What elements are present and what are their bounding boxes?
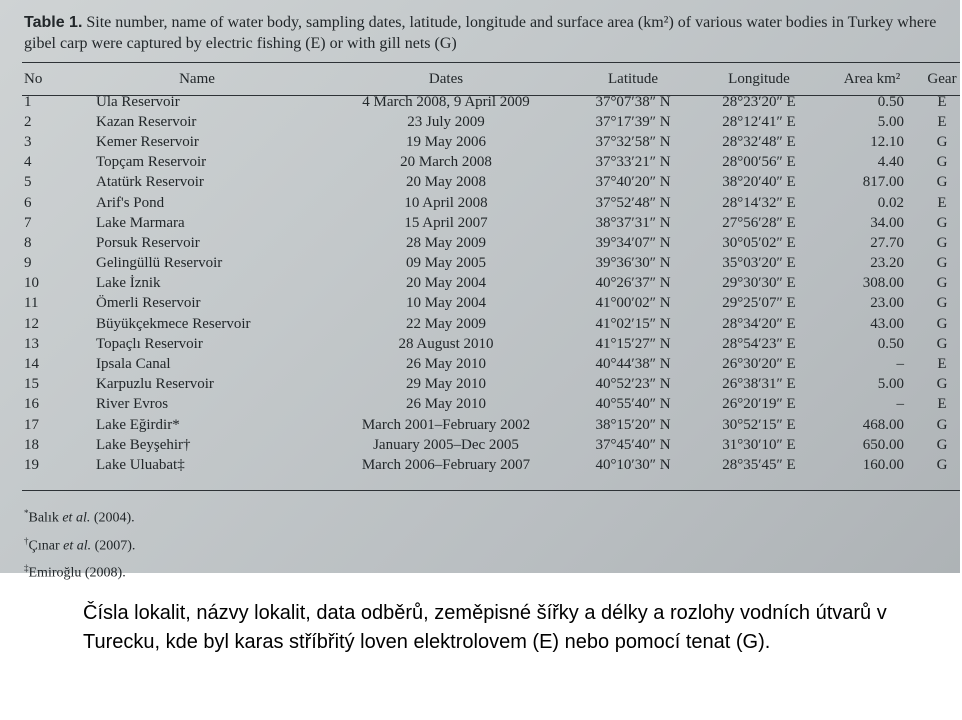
cell-latitude: 37°52′48″ N bbox=[595, 194, 671, 211]
cell-area: 23.00 bbox=[870, 295, 904, 312]
cell-area: 160.00 bbox=[862, 456, 904, 473]
table-row bbox=[22, 153, 962, 173]
cell-latitude: 40°26′37″ N bbox=[595, 275, 671, 292]
table-row bbox=[22, 415, 962, 435]
cell-no: 17 bbox=[24, 416, 39, 433]
cell-longitude: 28°35′45″ E bbox=[722, 456, 796, 473]
bottom-rule bbox=[22, 490, 960, 491]
cell-gear: G bbox=[936, 174, 948, 191]
cell-longitude: 26°20′19″ E bbox=[722, 396, 796, 413]
cell-no: 16 bbox=[24, 396, 39, 413]
cell-area: 5.00 bbox=[877, 113, 904, 130]
cell-dates: 28 August 2010 bbox=[398, 335, 494, 352]
cell-gear: E bbox=[937, 194, 947, 211]
cell-no: 2 bbox=[24, 113, 32, 130]
cell-latitude: 37°32′58″ N bbox=[595, 133, 671, 150]
table-row bbox=[22, 112, 962, 132]
footnote-3 bbox=[24, 557, 135, 585]
cell-area: 0.02 bbox=[877, 194, 904, 211]
cell-name: Kazan Reservoir bbox=[96, 113, 197, 130]
cell-name: Ipsala Canal bbox=[96, 356, 171, 373]
cell-longitude: 28°34′20″ E bbox=[722, 315, 796, 332]
cell-latitude: 38°15′20″ N bbox=[595, 416, 671, 433]
cell-area: 468.00 bbox=[862, 416, 904, 433]
cell-area: 34.00 bbox=[870, 214, 904, 231]
footnote-mark: * bbox=[24, 508, 29, 518]
cell-latitude: 40°55′40″ N bbox=[595, 396, 671, 413]
cell-latitude: 37°40′20″ N bbox=[595, 174, 671, 191]
cell-gear: G bbox=[936, 214, 948, 231]
table-row bbox=[22, 213, 962, 233]
cell-no: 19 bbox=[24, 456, 39, 473]
cell-area: 5.00 bbox=[877, 376, 904, 393]
footnote-mark: ‡ bbox=[24, 563, 29, 574]
cell-dates: 26 May 2010 bbox=[406, 396, 486, 413]
footnote-2 bbox=[24, 530, 135, 558]
cell-area: 308.00 bbox=[862, 275, 904, 292]
cell-no: 4 bbox=[24, 154, 32, 171]
footnote-author: Çınar bbox=[28, 538, 64, 554]
table-row bbox=[22, 193, 962, 213]
table-row bbox=[22, 354, 962, 374]
cell-area: – bbox=[896, 356, 904, 373]
cell-no: 1 bbox=[24, 93, 32, 110]
cell-longitude: 35°03′20″ E bbox=[722, 255, 796, 272]
cell-longitude: 38°20′40″ E bbox=[722, 174, 796, 191]
cell-name: Topçam Reservoir bbox=[96, 154, 207, 171]
cell-dates: 20 March 2008 bbox=[400, 154, 492, 171]
cell-gear: G bbox=[936, 456, 948, 473]
cell-dates: March 2001–February 2002 bbox=[361, 416, 531, 433]
cell-gear: E bbox=[937, 113, 947, 130]
cell-gear: E bbox=[937, 396, 947, 413]
cell-longitude: 27°56′28″ E bbox=[722, 214, 796, 231]
cell-area: 23.20 bbox=[870, 255, 904, 272]
cell-name: Gelingüllü Reservoir bbox=[96, 255, 223, 272]
czech-caption: Čísla lokalit, názvy lokalit, data odběrů, zeměpisné šířky a délky a rozlohy vodních útvarů v Turecku, kde byl karas stříbřitý loven elektrolovem (E) nebo pomocí tenat (G). bbox=[83, 602, 887, 653]
top-rule bbox=[22, 62, 960, 63]
cell-longitude: 28°32′48″ E bbox=[722, 133, 796, 150]
cell-name: Lake Eğirdir* bbox=[96, 416, 180, 433]
cell-name: Ömerli Reservoir bbox=[96, 295, 201, 312]
cell-gear: G bbox=[936, 315, 948, 332]
cell-dates: 23 July 2009 bbox=[407, 113, 485, 130]
header-longitude: Longitude bbox=[728, 70, 790, 87]
cell-name: Topaçlı Reservoir bbox=[96, 335, 203, 352]
cell-longitude: 28°00′56″ E bbox=[722, 154, 796, 171]
cell-no: 3 bbox=[24, 133, 32, 150]
cell-gear: G bbox=[936, 376, 948, 393]
cell-dates: 10 May 2004 bbox=[406, 295, 486, 312]
cell-dates: 19 May 2006 bbox=[406, 133, 486, 150]
cell-longitude: 30°52′15″ E bbox=[722, 416, 796, 433]
cell-no: 11 bbox=[24, 295, 39, 312]
cell-gear: G bbox=[936, 436, 948, 453]
table-header-row bbox=[22, 66, 962, 92]
cell-area: 817.00 bbox=[862, 174, 904, 191]
table-row bbox=[22, 132, 962, 152]
cell-latitude: 41°15′27″ N bbox=[595, 335, 671, 352]
table-row bbox=[22, 173, 962, 193]
cell-no: 7 bbox=[24, 214, 32, 231]
cell-longitude: 26°38′31″ E bbox=[722, 376, 796, 393]
cell-longitude: 31°30′10″ E bbox=[722, 436, 796, 453]
table-row bbox=[22, 92, 962, 112]
cell-dates: 26 May 2010 bbox=[406, 356, 486, 373]
cell-longitude: 28°23′20″ E bbox=[722, 93, 796, 110]
table-label: Table 1. bbox=[24, 14, 83, 31]
cell-longitude: 29°25′07″ E bbox=[722, 295, 796, 312]
cell-longitude: 28°14′32″ E bbox=[722, 194, 796, 211]
cell-name: Lake Beyşehir† bbox=[96, 436, 191, 453]
header-dates: Dates bbox=[428, 70, 464, 87]
cell-name: Karpuzlu Reservoir bbox=[96, 376, 214, 393]
cell-area: 27.70 bbox=[870, 234, 904, 251]
cell-dates: 09 May 2005 bbox=[406, 255, 486, 272]
cell-latitude: 37°45′40″ N bbox=[595, 436, 671, 453]
cell-dates: 10 April 2008 bbox=[404, 194, 488, 211]
cell-no: 12 bbox=[24, 315, 39, 332]
cell-no: 9 bbox=[24, 255, 32, 272]
cell-longitude: 28°12′41″ E bbox=[722, 113, 796, 130]
cell-gear: G bbox=[936, 335, 948, 352]
footnote-author: Balık bbox=[28, 510, 63, 526]
cell-gear: G bbox=[936, 133, 948, 150]
table-caption bbox=[24, 12, 954, 54]
cell-no: 13 bbox=[24, 335, 39, 352]
cell-latitude: 38°37′31″ N bbox=[595, 214, 671, 231]
cell-dates: 20 May 2008 bbox=[406, 174, 486, 191]
cell-gear: E bbox=[937, 356, 947, 373]
table-row bbox=[22, 294, 962, 314]
cell-gear: G bbox=[936, 275, 948, 292]
cell-latitude: 37°33′21″ N bbox=[595, 154, 671, 171]
cell-name: Büyükçekmece Reservoir bbox=[96, 315, 251, 332]
cell-area: 4.40 bbox=[877, 154, 904, 171]
cell-area: 650.00 bbox=[862, 436, 904, 453]
cell-no: 15 bbox=[24, 376, 39, 393]
cell-name: Arif's Pond bbox=[96, 194, 165, 211]
table-row bbox=[22, 274, 962, 294]
table-row bbox=[22, 233, 962, 253]
cell-gear: G bbox=[936, 255, 948, 272]
sites-table bbox=[22, 66, 962, 476]
cell-longitude: 30°05′02″ E bbox=[722, 234, 796, 251]
cell-latitude: 37°07′38″ N bbox=[595, 93, 671, 110]
cell-latitude: 39°34′07″ N bbox=[595, 234, 671, 251]
footnote-etal: et al. bbox=[63, 538, 92, 554]
cell-area: 0.50 bbox=[877, 335, 904, 352]
table-row bbox=[22, 314, 962, 334]
cell-no: 18 bbox=[24, 436, 39, 453]
cell-gear: G bbox=[936, 416, 948, 433]
cell-dates: 20 May 2004 bbox=[406, 275, 486, 292]
cell-area: – bbox=[896, 396, 904, 413]
cell-name: Porsuk Reservoir bbox=[96, 234, 200, 251]
cell-area: 0.50 bbox=[877, 93, 904, 110]
cell-name: Lake Uluabat‡ bbox=[96, 456, 185, 473]
cell-longitude: 28°54′23″ E bbox=[722, 335, 796, 352]
cell-longitude: 29°30′30″ E bbox=[722, 275, 796, 292]
footnote-etal: et al. bbox=[62, 510, 91, 526]
header-latitude: Latitude bbox=[608, 70, 658, 87]
cell-dates: 15 April 2007 bbox=[404, 214, 488, 231]
cell-latitude: 37°17′39″ N bbox=[595, 113, 671, 130]
footnote-year: (2008). bbox=[81, 565, 126, 581]
cell-name: Ula Reservoir bbox=[96, 93, 180, 110]
footnote-mark: † bbox=[24, 535, 29, 546]
header-gear: Gear bbox=[927, 70, 957, 87]
cell-no: 14 bbox=[24, 356, 39, 373]
cell-no: 5 bbox=[24, 174, 32, 191]
cell-latitude: 41°00′02″ N bbox=[595, 295, 671, 312]
cell-dates: March 2006–February 2007 bbox=[361, 456, 531, 473]
cell-dates: 29 May 2010 bbox=[406, 376, 486, 393]
footnote-year: (2004). bbox=[90, 510, 135, 526]
cell-gear: G bbox=[936, 234, 948, 251]
cell-latitude: 39°36′30″ N bbox=[595, 255, 671, 272]
footnotes bbox=[24, 502, 135, 585]
table-row bbox=[22, 455, 962, 475]
cell-area: 12.10 bbox=[870, 133, 904, 150]
table-row bbox=[22, 395, 962, 415]
header-name: Name bbox=[179, 70, 215, 87]
cell-name: River Evros bbox=[96, 396, 169, 413]
cell-name: Atatürk Reservoir bbox=[96, 174, 204, 191]
cell-name: Kemer Reservoir bbox=[96, 133, 199, 150]
header-no: No bbox=[24, 70, 43, 87]
cell-gear: G bbox=[936, 295, 948, 312]
cell-no: 6 bbox=[24, 194, 32, 211]
table-row bbox=[22, 435, 962, 455]
cell-dates: 28 May 2009 bbox=[406, 234, 486, 251]
footnote-1 bbox=[24, 502, 135, 530]
table-caption-text: Site number, name of water body, sampling dates, latitude, longitude and surface area (km²) of various water bodies in Turkey where gibel carp were captured by electric fishing (E) or with gill nets (G) bbox=[24, 14, 937, 52]
footnote-year: (2007). bbox=[91, 538, 136, 554]
cell-gear: G bbox=[936, 154, 948, 171]
cell-gear: E bbox=[937, 93, 947, 110]
cell-latitude: 40°52′23″ N bbox=[595, 376, 671, 393]
cell-name: Lake Marmara bbox=[96, 214, 185, 231]
table-row bbox=[22, 254, 962, 274]
table-body bbox=[22, 92, 962, 476]
cell-dates: 4 March 2008, 9 April 2009 bbox=[362, 93, 530, 110]
footnote-author: Emiroğlu bbox=[28, 565, 82, 581]
cell-no: 8 bbox=[24, 234, 32, 251]
header-area: Area km² bbox=[843, 70, 901, 87]
cell-latitude: 40°44′38″ N bbox=[595, 356, 671, 373]
cell-longitude: 26°30′20″ E bbox=[722, 356, 796, 373]
cell-latitude: 40°10′30″ N bbox=[595, 456, 671, 473]
table-row bbox=[22, 334, 962, 354]
cell-latitude: 41°02′15″ N bbox=[595, 315, 671, 332]
cell-dates: January 2005–Dec 2005 bbox=[373, 436, 519, 453]
cell-name: Lake İznik bbox=[96, 275, 161, 292]
cell-area: 43.00 bbox=[870, 315, 904, 332]
cell-no: 10 bbox=[24, 275, 39, 292]
table-row bbox=[22, 375, 962, 395]
cell-dates: 22 May 2009 bbox=[406, 315, 486, 332]
